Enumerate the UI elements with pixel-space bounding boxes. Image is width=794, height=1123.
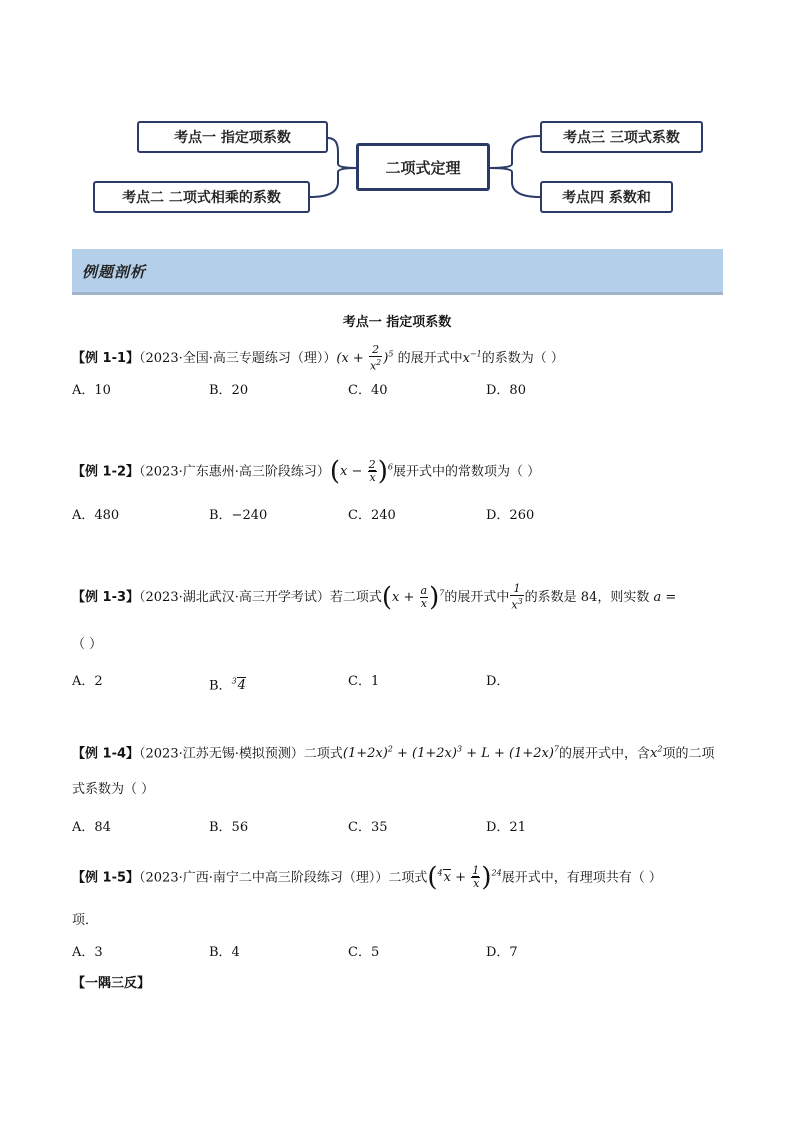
option-c[interactable]: C．40	[348, 383, 388, 398]
question-text-2: 的系数为（ ）	[481, 350, 564, 366]
question-text: 展开式中的常数项为（ ）	[393, 464, 541, 480]
section-banner	[72, 249, 723, 295]
option-c[interactable]: C．5	[348, 945, 380, 960]
question-1-1	[72, 344, 564, 373]
question-source: （2023·湖北武汉·高三开学考试）若二项式	[139, 589, 382, 605]
option-d[interactable]: D．80	[486, 383, 526, 398]
question-text: 展开式中，有理项共有（ ）	[501, 870, 662, 886]
formula: $x^2$	[650, 745, 663, 762]
formula: $\frac{1}{x^3}$	[511, 582, 523, 612]
option-b[interactable]: B．4	[209, 945, 240, 960]
question-label: 【例 1-4】	[72, 746, 140, 762]
question-source: （2023·全国·高三专题练习（理））	[139, 350, 337, 366]
question-text: 的展开式中	[444, 589, 510, 605]
question-1-4	[72, 740, 714, 764]
option-b-label: B．	[209, 678, 232, 694]
option-d[interactable]: D．21	[486, 820, 526, 835]
mindmap-node-left-bottom: 考点二 二项式相乘的系数	[93, 181, 310, 213]
formula: (x + $\frac{a}{x}$ )$^7$	[381, 582, 445, 613]
mindmap-node-right-bottom: 考点四 系数和	[540, 181, 673, 213]
question-text: 的展开式中	[397, 350, 463, 366]
question-1-5-line2: 项．	[72, 913, 99, 928]
option-c[interactable]: C．35	[348, 820, 388, 835]
option-c[interactable]: C．240	[348, 508, 396, 523]
question-source: （2023·广西·南宁二中高三阶段练习（理））二项式	[139, 870, 428, 886]
question-label: 【例 1-5】	[72, 870, 140, 886]
section-title: 考点一 指定项系数	[342, 315, 452, 330]
question-1-3-line2: （ ）	[72, 637, 103, 652]
question-label: 【例 1-1】	[72, 350, 140, 366]
question-text-2: 项的二项	[662, 746, 715, 762]
option-a[interactable]: A．480	[72, 508, 120, 523]
option-d[interactable]: D．	[486, 674, 510, 689]
option-b[interactable]: B．56	[209, 820, 249, 835]
question-source: （2023·广东惠州·高三阶段练习）	[139, 464, 330, 480]
question-1-2	[72, 456, 541, 487]
option-a[interactable]: A．3	[72, 945, 103, 960]
mindmap-node-left-top: 考点一 指定项系数	[137, 121, 328, 153]
question-1-4-line2: 式系数为（ ）	[72, 782, 155, 797]
option-a[interactable]: A．2	[72, 674, 103, 689]
question-label: 【例 1-2】	[72, 464, 140, 480]
mindmap-node-right-top: 考点三 三项式系数	[540, 121, 703, 153]
formula: (x − $\frac{2}{x}$ )$^6$	[329, 456, 393, 487]
option-d[interactable]: D．260	[486, 508, 535, 523]
mindmap-center-node: 二项式定理	[356, 143, 490, 191]
formula: $(1+2x)^2 + (1+2x)^3 + L + (1+2x)^7$	[342, 745, 560, 762]
question-source: （2023·江苏无锡·模拟预测）二项式	[139, 746, 343, 762]
question-1-5	[72, 862, 662, 893]
practice-heading	[72, 974, 150, 994]
formula: $x^{-1}$	[462, 349, 482, 366]
option-b[interactable]	[209, 672, 246, 696]
banner-title: 例题剖析	[82, 263, 147, 281]
option-b[interactable]: B．20	[209, 383, 249, 398]
option-d[interactable]: D．7	[486, 945, 518, 960]
option-a[interactable]: A．10	[72, 383, 111, 398]
question-text: 的展开式中，含	[559, 746, 651, 762]
question-text-2: 的系数是 84，则实数	[524, 589, 650, 605]
formula: (x + $\frac{2}{x^2}$ )$^5$	[336, 343, 394, 373]
practice-label: 【一隅三反】	[72, 976, 151, 991]
option-a[interactable]: A．84	[72, 820, 111, 835]
formula: ($^4$x + $\frac{1}{x}$ )$^{24}$	[427, 862, 502, 893]
question-label: 【例 1-3】	[72, 589, 140, 605]
question-1-3	[72, 583, 676, 612]
option-b[interactable]: B．−240	[209, 508, 268, 523]
option-c[interactable]: C．1	[348, 674, 380, 689]
formula: $^3$4	[231, 677, 246, 694]
formula: a =	[649, 589, 677, 605]
